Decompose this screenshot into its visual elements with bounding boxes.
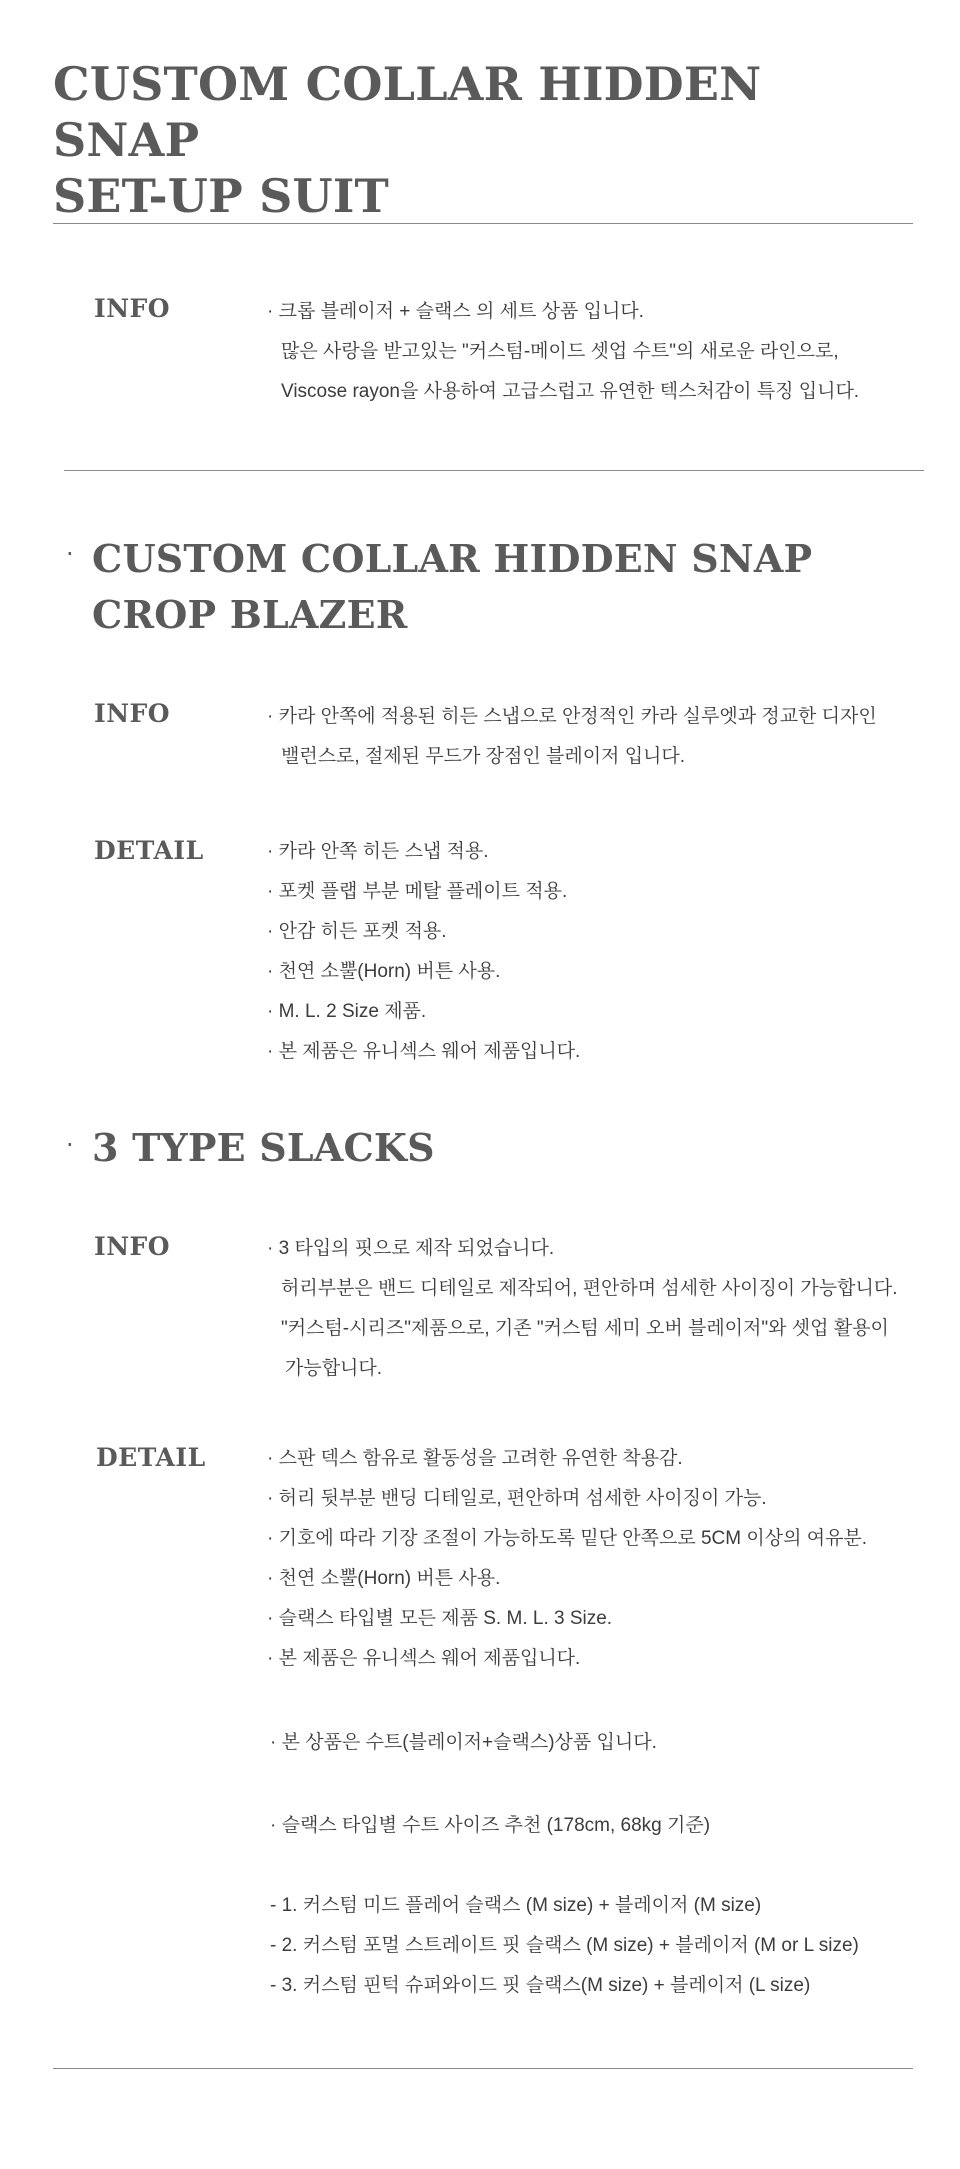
slacks-info-line: 허리부분은 밴드 디테일로 제작되어, 편안하며 섬세한 사이징이 가능합니다.: [281, 1278, 898, 1299]
slacks-detail-item: · 슬랙스 타입별 모든 제품 S. M. L. 3 Size.: [267, 1608, 613, 1629]
blazer-info-label: INFO: [94, 699, 171, 728]
blazer-detail-item: · 안감 히든 포켓 적용.: [267, 921, 447, 942]
section-divider: [64, 470, 924, 471]
blazer-detail-item: · 천연 소뿔(Horn) 버튼 사용.: [267, 961, 501, 982]
size-recommendation-item: - 2. 커스텀 포멀 스트레이트 핏 슬랙스 (M size) + 블레이저 (M or L size): [270, 1935, 859, 1956]
slacks-info-line: "커스텀-시리즈"제품으로, 기존 "커스텀 세미 오버 블레이저"와 셋업 활용이: [281, 1318, 889, 1339]
slacks-detail-item: · 천연 소뿔(Horn) 버튼 사용.: [267, 1568, 501, 1589]
slacks-detail-label: DETAIL: [96, 1443, 206, 1472]
size-recommendation-title: [270, 1806, 710, 1846]
size-recommendation-list: [270, 1886, 859, 2006]
slacks-detail-item: · 허리 뒷부분 밴딩 디테일로, 편안하며 섬세한 사이징이 가능.: [267, 1488, 767, 1509]
size-recommendation-item: - 3. 커스텀 핀턱 슈퍼와이드 핏 슬랙스(M size) + 블레이저 (L size): [270, 1975, 811, 1996]
suit-info-line: · 크롭 블레이저 + 슬랙스 의 세트 상품 입니다.: [267, 301, 644, 322]
suit-set-note: [270, 1723, 657, 1763]
blazer-detail-item: · 포켓 플랩 부분 메탈 플레이트 적용.: [267, 881, 568, 902]
slacks-detail-item: · 기호에 따라 기장 조절이 가능하도록 밑단 안쪽으로 5CM 이상의 여유분.: [267, 1528, 868, 1549]
blazer-info-text: [267, 697, 877, 777]
slacks-info-line: 가능합니다.: [285, 1358, 383, 1379]
set-note-line: · 본 상품은 수트(블레이저+슬랙스)상품 입니다.: [270, 1732, 657, 1753]
suit-info-line: Viscose rayon을 사용하여 고급스럽고 유연한 텍스처감이 특징 입니다.: [281, 381, 860, 402]
page-title-line-1: CUSTOM COLLAR HIDDEN SNAP: [53, 57, 762, 167]
slacks-info-text: [267, 1229, 898, 1389]
blazer-info-line: 밸런스로, 절제된 무드가 장점인 블레이저 입니다.: [281, 746, 686, 767]
blazer-title-line-1: CUSTOM COLLAR HIDDEN SNAP: [92, 536, 813, 581]
suit-info-text: [267, 292, 859, 412]
top-divider: [53, 223, 913, 224]
page-title-line-2: SET-UP SUIT: [53, 169, 389, 223]
slacks-section-title: 3 TYPE SLACKS: [92, 1125, 435, 1170]
slacks-detail-list: [267, 1439, 867, 1679]
suit-info-label: INFO: [94, 294, 171, 323]
blazer-detail-label: DETAIL: [94, 836, 204, 865]
slacks-info-line: · 3 타입의 핏으로 제작 되었습니다.: [267, 1238, 555, 1259]
slacks-info-label: INFO: [94, 1232, 171, 1261]
slacks-detail-item: · 스판 덱스 함유로 활동성을 고려한 유연한 착용감.: [267, 1448, 683, 1469]
blazer-section-title: [92, 531, 912, 643]
suit-info-line: 많은 사랑을 받고있는 "커스텀-메이드 셋업 수트"의 새로운 라인으로,: [281, 341, 839, 362]
blazer-section-bullet: ·: [66, 540, 74, 568]
blazer-detail-list: [267, 832, 580, 1072]
blazer-detail-item: · 본 제품은 유니섹스 웨어 제품입니다.: [267, 1041, 581, 1062]
page-title: [53, 56, 893, 224]
blazer-detail-item: · 카라 안쪽 히든 스냅 적용.: [267, 841, 489, 862]
bottom-divider: [53, 2068, 913, 2069]
slacks-detail-item: · 본 제품은 유니섹스 웨어 제품입니다.: [267, 1648, 581, 1669]
blazer-info-line: · 카라 안쪽에 적용된 히든 스냅으로 안정적인 카라 실루엣과 정교한 디자인: [267, 706, 877, 727]
slacks-section-bullet: ·: [66, 1131, 74, 1159]
blazer-detail-item: · M. L. 2 Size 제품.: [267, 1001, 427, 1022]
size-recommendation-item: - 1. 커스텀 미드 플레어 슬랙스 (M size) + 블레이저 (M size): [270, 1895, 762, 1916]
blazer-title-line-2: CROP BLAZER: [92, 592, 408, 637]
size-recommendation-line: · 슬랙스 타입별 수트 사이즈 추천 (178cm, 68kg 기준): [270, 1815, 711, 1836]
